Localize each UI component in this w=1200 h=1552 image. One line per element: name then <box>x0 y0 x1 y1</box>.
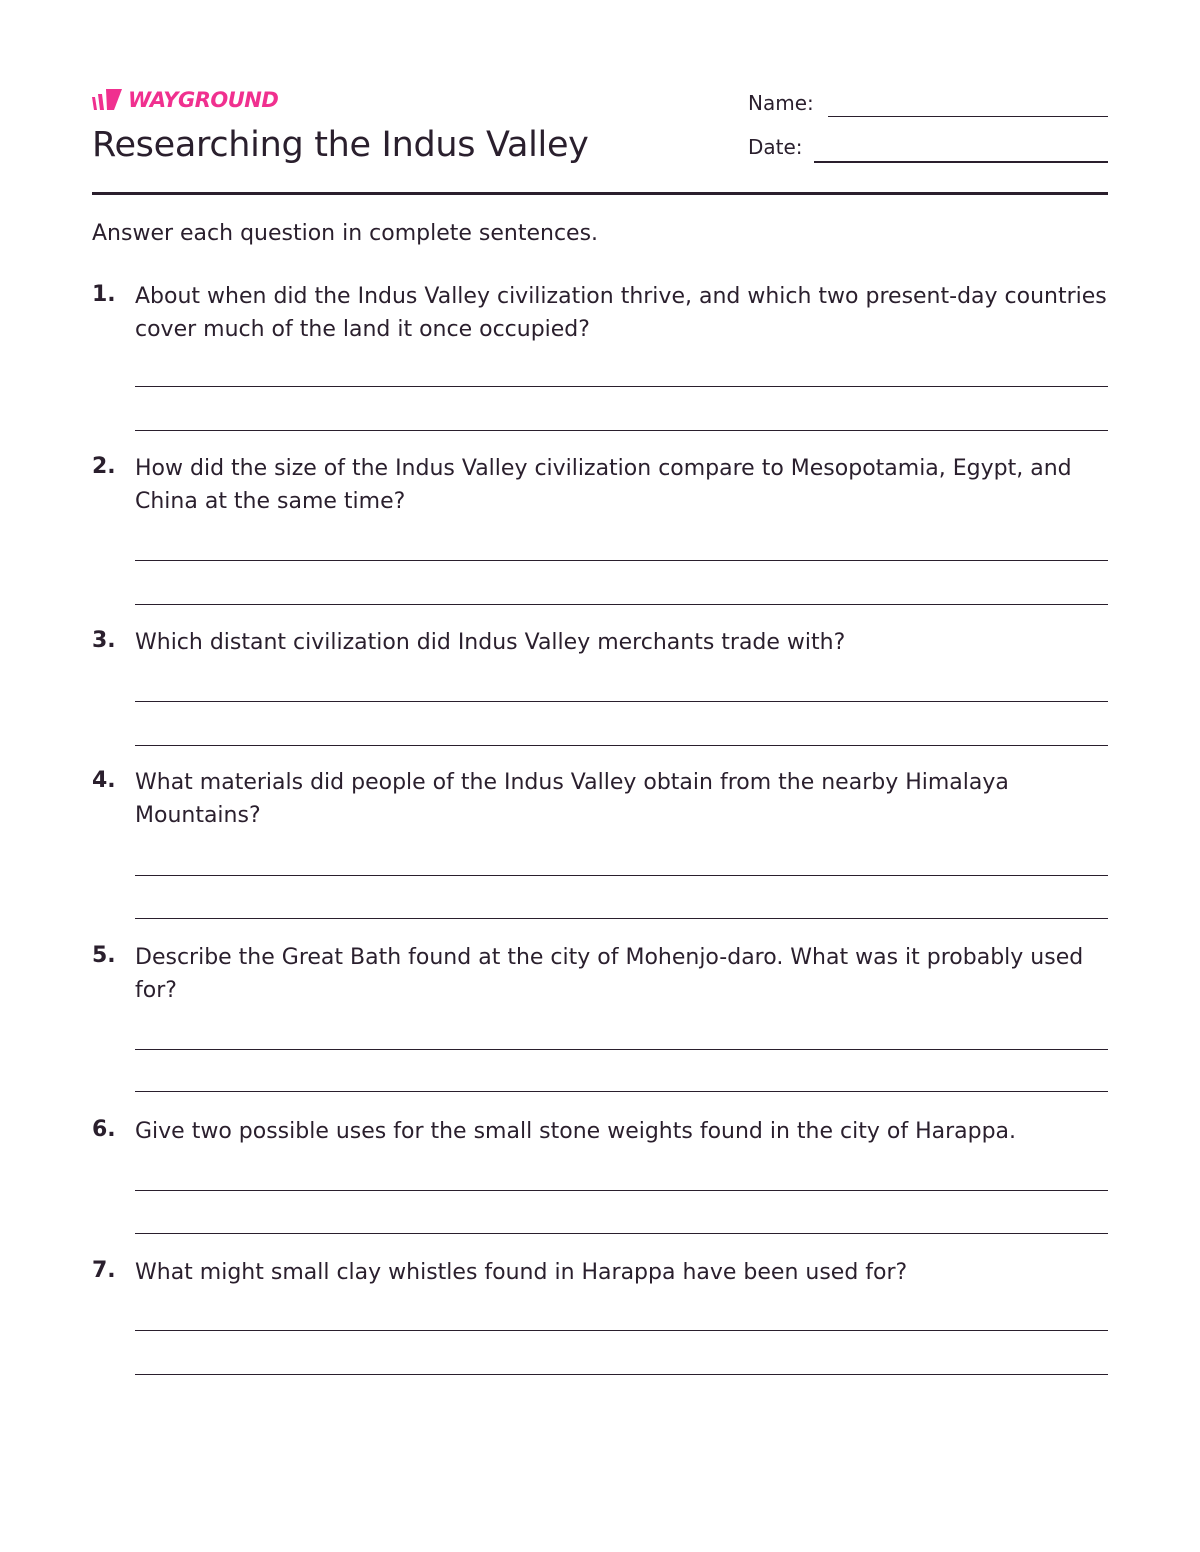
instructions: Answer each question in complete sentences. <box>92 221 599 246</box>
question-7 <box>92 1256 1108 1289</box>
question-5 <box>92 941 1108 1007</box>
answer-line-5a[interactable] <box>135 1049 1108 1050</box>
header-divider <box>92 192 1108 195</box>
page-title: Researching the Indus Valley <box>92 125 589 165</box>
question-text: Describe the Great Bath found at the city of Mohenjo-daro. What was it probably used for? <box>135 945 1084 1003</box>
answer-line-3b[interactable] <box>135 745 1108 746</box>
question-number: 7. <box>92 1258 116 1283</box>
date-field[interactable] <box>814 161 1108 163</box>
answer-line-7a[interactable] <box>135 1330 1108 1331</box>
question-3 <box>92 626 1108 659</box>
question-number: 6. <box>92 1117 116 1142</box>
question-text: How did the size of the Indus Valley civilization compare to Mesopotamia, Egypt, and China at the same time? <box>135 456 1072 514</box>
answer-line-4a[interactable] <box>135 875 1108 876</box>
question-number: 4. <box>92 768 116 793</box>
answer-line-4b[interactable] <box>135 918 1108 919</box>
answer-line-3a[interactable] <box>135 701 1108 702</box>
question-text: Which distant civilization did Indus Valley merchants trade with? <box>135 630 846 655</box>
name-label: Name: <box>748 91 814 115</box>
answer-line-6b[interactable] <box>135 1233 1108 1234</box>
answer-line-6a[interactable] <box>135 1190 1108 1191</box>
answer-line-1a[interactable] <box>135 386 1108 387</box>
answer-line-2a[interactable] <box>135 560 1108 561</box>
brand-logo <box>92 87 278 113</box>
question-number: 1. <box>92 282 116 307</box>
question-text: Give two possible uses for the small stone weights found in the city of Harappa. <box>135 1119 1017 1144</box>
wayground-logo-icon <box>92 89 122 111</box>
date-label: Date: <box>748 135 803 159</box>
answer-line-1b[interactable] <box>135 430 1108 431</box>
answer-line-2b[interactable] <box>135 604 1108 605</box>
question-number: 2. <box>92 454 116 479</box>
name-field[interactable] <box>828 116 1108 117</box>
question-text: About when did the Indus Valley civilization thrive, and which two present-day countries cover much of the land it once occupied? <box>135 284 1107 342</box>
question-1 <box>92 280 1108 346</box>
question-text: What materials did people of the Indus Valley obtain from the nearby Himalaya Mountains? <box>135 770 1009 828</box>
question-number: 3. <box>92 628 116 653</box>
question-text: What might small clay whistles found in Harappa have been used for? <box>135 1260 908 1285</box>
question-2 <box>92 452 1108 518</box>
question-6 <box>92 1115 1108 1148</box>
brand-name: WAYGROUND <box>128 88 279 112</box>
question-4 <box>92 766 1108 832</box>
question-number: 5. <box>92 943 116 968</box>
answer-line-7b[interactable] <box>135 1374 1108 1375</box>
answer-line-5b[interactable] <box>135 1091 1108 1092</box>
